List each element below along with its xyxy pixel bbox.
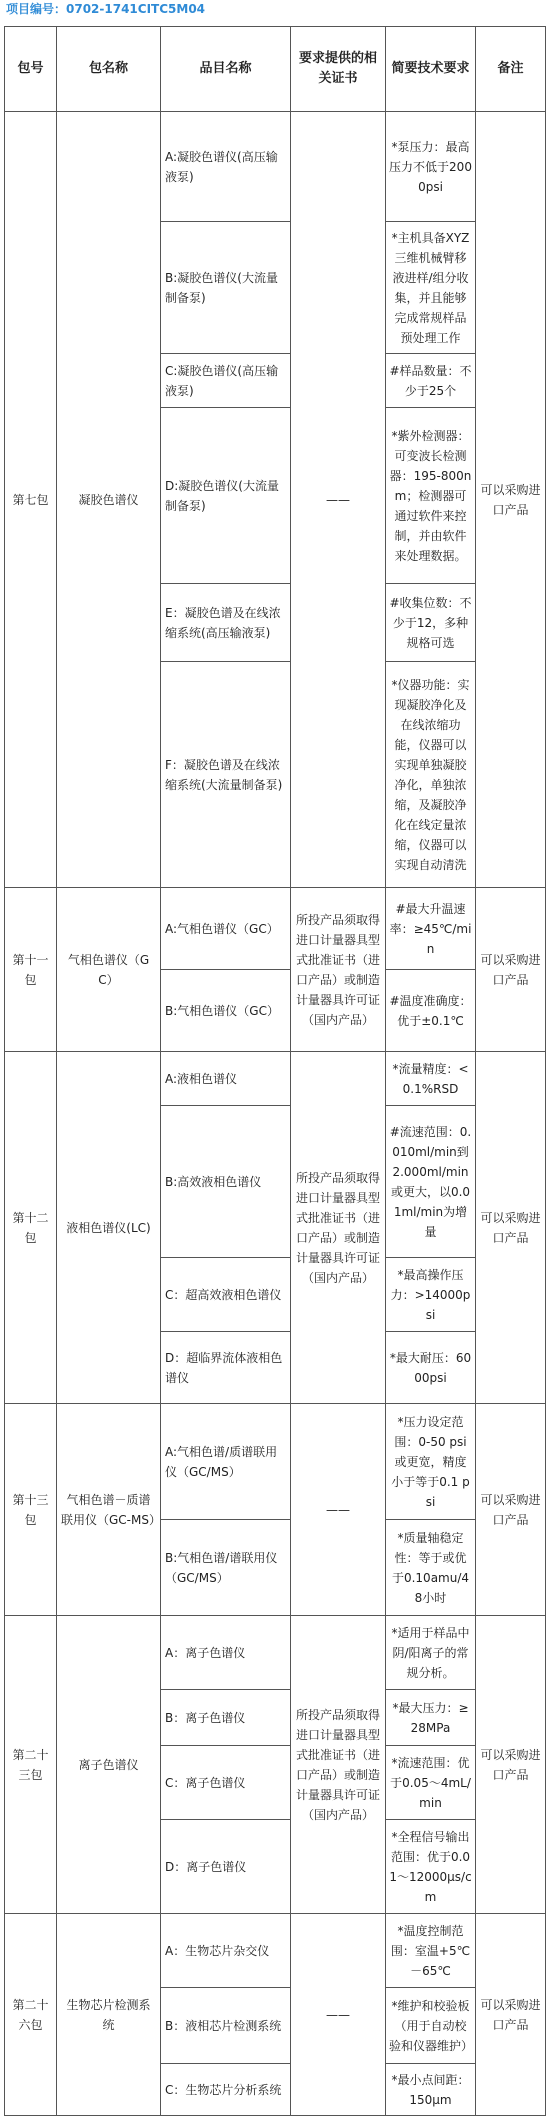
tech-requirement: *适用于样品中阴/阳离子的常规分析。 xyxy=(386,1616,476,1690)
package-number: 第十一包 xyxy=(5,888,57,1052)
required-certificate: 所投产品须取得进口计量器具型式批准证书（进口产品）或制造计量器具许可证（国内产品） xyxy=(291,888,386,1052)
package-name: 气相色谱仪（GC） xyxy=(57,888,161,1052)
item-name: B：离子色谱仪 xyxy=(161,1690,291,1746)
required-certificate: —— xyxy=(291,1914,386,2116)
package-name: 生物芯片检测系统 xyxy=(57,1914,161,2116)
tech-requirement: *质量轴稳定性：等于或优于0.10amu/48小时 xyxy=(386,1520,476,1616)
item-name: B:高效液相色谱仪 xyxy=(161,1106,291,1258)
table-row xyxy=(5,1404,546,1520)
tech-requirement: *泵压力：最高压力不低于2000psi xyxy=(386,112,476,222)
tech-requirement: *仪器功能：实现凝胶净化及在线浓缩功能，仪器可以实现单独凝胶净化，单独浓缩，及凝胶净化在线定量浓缩，仪器可以实现自动清洗 xyxy=(386,662,476,888)
tech-requirement: *压力设定范围：0-50 psi或更宽，精度小于等于0.1 psi xyxy=(386,1404,476,1520)
tech-requirement: *流速范围：优于0.05～4mL/min xyxy=(386,1746,476,1820)
item-name: A:液相色谱仪 xyxy=(161,1052,291,1106)
required-certificate: 所投产品须取得进口计量器具型式批准证书（进口产品）或制造计量器具许可证（国内产品） xyxy=(291,1052,386,1404)
tech-requirement: #温度准确度：优于±0.1℃ xyxy=(386,970,476,1052)
item-name: E：凝胶色谱及在线浓缩系统(高压输液泵) xyxy=(161,584,291,662)
project-number: 项目编号：0702-1741CITC5M04 xyxy=(6,2,206,16)
header-item-name: 品目名称 xyxy=(161,27,291,112)
item-name: D：超临界流体液相色谱仪 xyxy=(161,1332,291,1404)
remark: 可以采购进口产品 xyxy=(476,888,546,1052)
tech-requirement: #收集位数：不少于12，多种规格可选 xyxy=(386,584,476,662)
tech-requirement: *维护和校验板（用于自动校验和仪器维护） xyxy=(386,1988,476,2064)
package-name: 液相色谱仪(LC) xyxy=(57,1052,161,1404)
header-remark: 备注 xyxy=(476,27,546,112)
item-name: C：超高效液相色谱仪 xyxy=(161,1258,291,1332)
item-name: A：生物芯片杂交仪 xyxy=(161,1914,291,1988)
package-number: 第七包 xyxy=(5,112,57,888)
item-name: C:凝胶色谱仪(高压输液泵) xyxy=(161,354,291,408)
item-name: B：液相芯片检测系统 xyxy=(161,1988,291,2064)
remark: 可以采购进口产品 xyxy=(476,1404,546,1616)
package-name: 气相色谱－质谱联用仪（GC-MS） xyxy=(57,1404,161,1616)
tech-requirement: *最大耐压：6000psi xyxy=(386,1332,476,1404)
item-name: A:凝胶色谱仪(高压输液泵) xyxy=(161,112,291,222)
tech-requirement: *流量精度：<0.1%RSD xyxy=(386,1052,476,1106)
item-name: D:凝胶色谱仪(大流量制备泵) xyxy=(161,408,291,584)
tech-requirement: *紫外检测器：可变波长检测器：195-800nm；检测器可通过软件来控制，并由软件来处理数据。 xyxy=(386,408,476,584)
table-row xyxy=(5,112,546,222)
package-name: 离子色谱仪 xyxy=(57,1616,161,1914)
required-certificate: —— xyxy=(291,1404,386,1616)
item-name: F：凝胶色谱及在线浓缩系统(大流量制备泵) xyxy=(161,662,291,888)
item-name: C：离子色谱仪 xyxy=(161,1746,291,1820)
required-certificate: —— xyxy=(291,112,386,888)
header-package-name: 包名称 xyxy=(57,27,161,112)
package-number: 第十三包 xyxy=(5,1404,57,1616)
package-number: 第十二包 xyxy=(5,1052,57,1404)
item-name: A:气相色谱仪（GC） xyxy=(161,888,291,970)
procurement-table xyxy=(4,26,546,2116)
remark: 可以采购进口产品 xyxy=(476,1914,546,2116)
table-row xyxy=(5,1616,546,1690)
item-name: D：离子色谱仪 xyxy=(161,1820,291,1914)
remark: 可以采购进口产品 xyxy=(476,1052,546,1404)
tech-requirement: *主机具备XYZ三维机械臂移液进样/组分收集，并且能够完成常规样品预处理工作 xyxy=(386,222,476,354)
header-tech-requirements: 简要技术要求 xyxy=(386,27,476,112)
item-name: B:气相色谱/谱联用仪（GC/MS） xyxy=(161,1520,291,1616)
tech-requirement: #最大升温速率：≥45℃/min xyxy=(386,888,476,970)
tech-requirement: #样品数量：不少于25个 xyxy=(386,354,476,408)
tech-requirement: *温度控制范围：室温+5℃－65℃ xyxy=(386,1914,476,1988)
item-name: A：离子色谱仪 xyxy=(161,1616,291,1690)
table-row xyxy=(5,888,546,970)
header-row xyxy=(5,27,546,112)
item-name: A:气相色谱/质谱联用仪（GC/MS） xyxy=(161,1404,291,1520)
required-certificate: 所投产品须取得进口计量器具型式批准证书（进口产品）或制造计量器具许可证（国内产品） xyxy=(291,1616,386,1914)
tech-requirement: *全程信号输出范围：优于0.01～12000μs/cm xyxy=(386,1820,476,1914)
table-row xyxy=(5,1052,546,1106)
tech-requirement: *最小点间距：150μm xyxy=(386,2064,476,2116)
header-package-no: 包号 xyxy=(5,27,57,112)
item-name: C：生物芯片分析系统 xyxy=(161,2064,291,2116)
tech-requirement: #流速范围：0.010ml/min到2.000ml/min或更大，以0.01ml/min为增量 xyxy=(386,1106,476,1258)
package-name: 凝胶色谱仪 xyxy=(57,112,161,888)
remark: 可以采购进口产品 xyxy=(476,1616,546,1914)
package-number: 第二十六包 xyxy=(5,1914,57,2116)
item-name: B:凝胶色谱仪(大流量制备泵) xyxy=(161,222,291,354)
item-name: B:气相色谱仪（GC） xyxy=(161,970,291,1052)
package-number: 第二十三包 xyxy=(5,1616,57,1914)
remark: 可以采购进口产品 xyxy=(476,112,546,888)
tech-requirement: *最大压力：≥28MPa xyxy=(386,1690,476,1746)
header-certificates: 要求提供的相关证书 xyxy=(291,27,386,112)
table-row xyxy=(5,1914,546,1988)
tech-requirement: *最高操作压力：>14000psi xyxy=(386,1258,476,1332)
